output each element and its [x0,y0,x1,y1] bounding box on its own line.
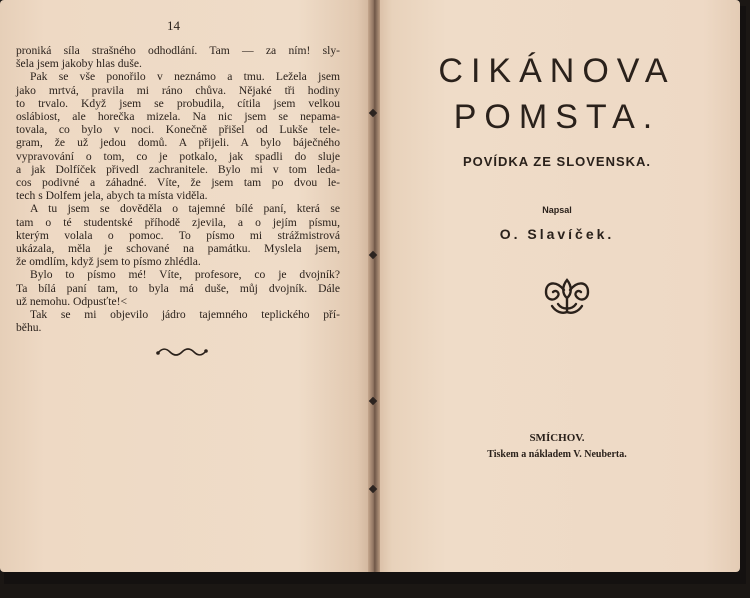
imprint-place: SMÍCHOV. [529,432,585,444]
text-line: a jak Dolfíček přivedl zachranitele. Bylo mi v tom leda- [16,162,340,176]
author-name: O. Slavíček. [499,226,615,242]
book-subtitle: POVÍDKA ZE SLOVENSKA. [462,154,652,169]
page-number: 14 [167,18,180,33]
swash-flourish-icon [156,344,208,362]
text-line: tam o té studentské příhodě zjevila, a o jejím písmu, [16,215,340,229]
book-title-line1: CIKÁNOVA [438,52,676,90]
text-line: A tu jsem se dověděla o tajemné bílé paní, která se [30,202,340,216]
text-line: že omdlím, když jsem to písmo zhlédla. [16,255,201,269]
text-line: to trvalo. Když jsem se probudila, cítila jsem velkou [16,96,340,110]
text-line: tovala, co bylo v noci. Konečně přišel od Lukše tele- [16,123,340,137]
text-line: běhu. [16,321,42,335]
text-line: Bylo to písmo mé! Víte, profesore, co je dvojník? [30,268,340,282]
text-line: šela jsem jakoby hlas duše. [16,57,142,71]
text-line: jako mrtvá, pravila mi ráno chůva. Nějaké tři hodiny [16,83,340,97]
text-line: ukázala, měla je schované na památku. Myslela jsem, [16,242,340,256]
imprint-printer: Tiskem a nákladem V. Neuberta. [487,449,627,460]
text-line: Pak se vše ponořilo v neznámo a tmu. Ležela jsem [30,70,340,84]
text-line: gram, že už jedou domů. A přijeli. A bylo báječného [16,136,340,150]
text-line: cos podivné a záhadné. Víte, že jsem tam po dvou le- [16,176,340,190]
text-line: vypravování o tom, co je potkalo, jak spadli do sluje [16,149,340,163]
text-line: oslábiost, ale horečka mizela. Na nic jsem se nepama- [16,110,340,124]
text-line: tech s Dolfem jela, abych ta místa viděla. [16,189,208,203]
text-line: kterým volala o pomoc. To písmo mi strážmistrová [16,228,340,242]
body-text [16,44,340,334]
author-label: Napsal [542,205,572,215]
text-line: Tak se mi objevilo jádro tajemného teplického pří- [30,308,340,322]
floral-vignette-icon [542,276,592,321]
text-line: Ta bílá paní tam, to byla má duše, můj dvojník. Dále [16,281,340,295]
text-line: proniká síla strašného odhodlání. Tam — za ním! sly- [16,44,340,57]
text-line: už nemohu. Odpusťte!< [16,294,127,308]
book-title-line2: POMSTA. [453,98,661,136]
